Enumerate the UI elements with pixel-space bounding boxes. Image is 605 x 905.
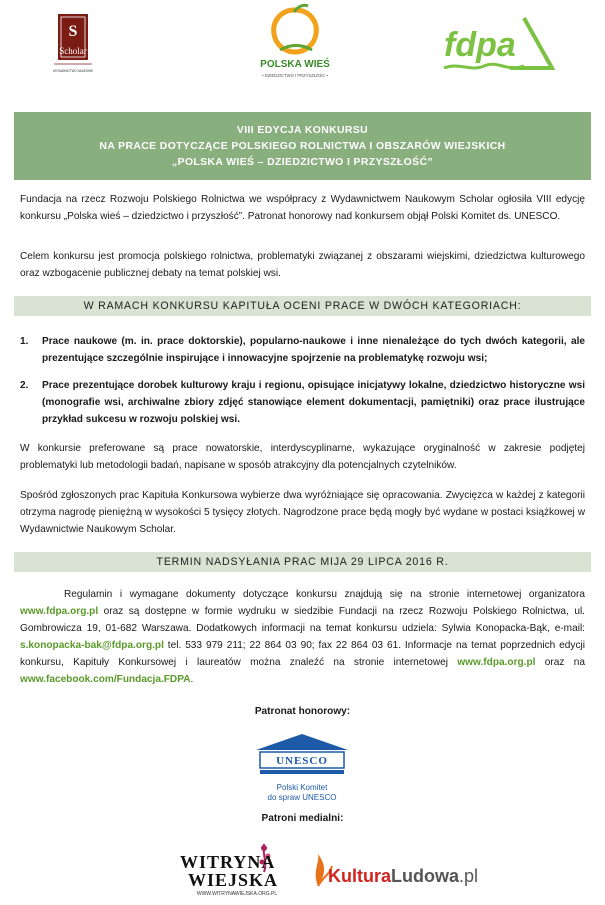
- witryna-line-1: WITRYNA: [180, 852, 276, 872]
- title-line-3: „POLSKA WIEŚ – DZIEDZICTWO I PRZYSZŁOŚĆ”: [172, 157, 433, 168]
- intro-paragraph: Fundacja na rzecz Rozwoju Polskiego Rolnictwa we współpracy z Wydawnictwem Naukowym Scholar ogłosiła VIII edycję konkursu „Polska wieś – dziedzictwo i przyszłość”. Patronat honorowy nad konkursem objął Polski Komitet ds. UNESCO.: [20, 194, 585, 222]
- patron-heading: Patronat honorowy:: [254, 706, 351, 717]
- kultura-part-1: Kultura: [328, 866, 391, 886]
- awards-paragraph: Spośród zgłoszonych prac Kapituła Konkursowa wybierze dwa wyróżniające się opracowania. Zwycięzca w każdej z kategorii otrzyma nagrodę pieniężną w wysokości 5 tysięcy złotych. Nagrodzone prace będą mogły być wydane w postaci książkowej w Wydawnictwie Naukowym Scholar.: [20, 490, 585, 535]
- title-line-2: NA PRACE DOTYCZĄCE POLSKIEGO ROLNICTWA I OBSZARÓW WIEJSKICH: [99, 141, 506, 152]
- kultura-part-3: .pl: [459, 866, 479, 886]
- title-banner: [14, 112, 591, 180]
- rules-text-5: .: [190, 674, 194, 685]
- unesco-line-1: Polski Komitet: [276, 783, 328, 792]
- scholar-logo-text: Scholar: [59, 46, 87, 56]
- unesco-line-2: do spraw UNESCO: [267, 793, 337, 802]
- list-item-number: 1.: [20, 336, 29, 347]
- rules-text-4: oraz na: [535, 657, 585, 668]
- fdpa-link-2[interactable]: www.fdpa.org.pl: [457, 657, 536, 668]
- kultura-ludowa-logo: [310, 852, 479, 892]
- list-item-number: 2.: [20, 380, 29, 391]
- list-item-text: Prace naukowe (m. in. prace doktorskie), popularno-naukowe i inne nienależące do tych dwóch kategorii, ale prezentujące szczególnie inspirujące i innowacyjne spojrzenie na problematykę rozwoju wsi;: [42, 336, 585, 364]
- preferred-paragraph: W konkursie preferowane są prace nowatorskie, interdyscyplinarne, wykazujące oryginalność w zakresie podjętej problematyki lub metodologii badań, napisane w sposób atrakcyjny dla potencjalnych czytelników.: [20, 443, 585, 471]
- fdpa-link[interactable]: www.fdpa.org.pl: [20, 606, 99, 617]
- rules-paragraph: [20, 586, 585, 688]
- fdpa-logo-text: fdpa: [444, 26, 516, 64]
- scholar-logo-sub: WYDAWNICTWO NAUKOWE: [53, 69, 94, 73]
- rules-text-1: Regulamin i wymagane dokumenty dotyczące konkursu znajdują się na stronie internetowej organizatora: [64, 589, 585, 600]
- svg-text:KulturaLudowa.pl: [328, 866, 478, 886]
- polska-wies-logo: [240, 4, 350, 84]
- categories-heading: W RAMACH KONKURSU KAPITUŁA OCENI PRACE W DWÓCH KATEGORIACH:: [14, 296, 591, 316]
- witryna-wiejska-logo: [178, 842, 296, 898]
- unesco-word: UNESCO: [276, 755, 328, 767]
- rules-text-2: oraz są dostępne w formie wydruku w siedzibie Fundacji na rzecz Rozwoju Polskiego Rolnictwa, ul. Gombrowicza 19, 01-682 Warszawa. Dodatkowych informacji na temat konkursu udziela: Sylwia Konopacka-Bąk, e-mail:: [20, 606, 585, 634]
- fdpa-logo: [440, 10, 560, 76]
- title-line-1: VIII EDYCJA KONKURSU: [236, 125, 369, 136]
- pw-logo-title: POLSKA WIEŚ: [260, 59, 330, 70]
- list-item: [20, 377, 585, 428]
- media-heading: Patroni medialni:: [261, 813, 344, 824]
- witryna-line-2: WIEJSKA: [188, 870, 279, 890]
- list-item: [20, 333, 585, 367]
- deadline-banner: TERMIN NADSYŁANIA PRAC MIJA 29 LIPCA 2016 R.: [14, 552, 591, 572]
- email-link[interactable]: s.konopacka-bak@fdpa.org.pl: [20, 640, 164, 651]
- facebook-link[interactable]: www.facebook.com/Fundacja.FDPA: [20, 674, 191, 685]
- pw-logo-sub: • DZIEDZICTWO I PRZYSZŁOŚĆ •: [262, 73, 328, 78]
- aim-paragraph: Celem konkursu jest promocja polskiego rolnictwa, problematyki związanej z obszarami wiejskimi, dziedzictwa kulturowego oraz wzbogacenie publicznej debaty na temat polskiej wsi.: [20, 251, 585, 279]
- svg-text:S: S: [68, 23, 78, 40]
- header-logos: [0, 0, 605, 90]
- kultura-part-2: Ludowa: [391, 866, 459, 886]
- unesco-logo: [250, 732, 354, 812]
- categories-list: [20, 333, 585, 438]
- scholar-logo: [52, 14, 96, 80]
- list-item-text: Prace prezentujące dorobek kulturowy kraju i regionu, opisujące inicjatywy lokalne, dziedzictwo historyczne wsi (monografie wsi, archiwalne zbiory zdjęć stanowiące element dokumentacji, pamiętniki) oraz prace ilustrujące przykład sukcesu w rozwoju polskiej wsi.: [42, 380, 585, 425]
- witryna-url: WWW.WITRYNAWIEJSKA.ORG.PL: [196, 891, 278, 897]
- rules-text-3: tel. 533 979 211; 22 864 03 90; fax 22 864 03 61. Informacje na temat poprzednich edycji konkursu, Kapituły Konkursowej i laureatów można znaleźć na stronie internetowej: [20, 640, 585, 668]
